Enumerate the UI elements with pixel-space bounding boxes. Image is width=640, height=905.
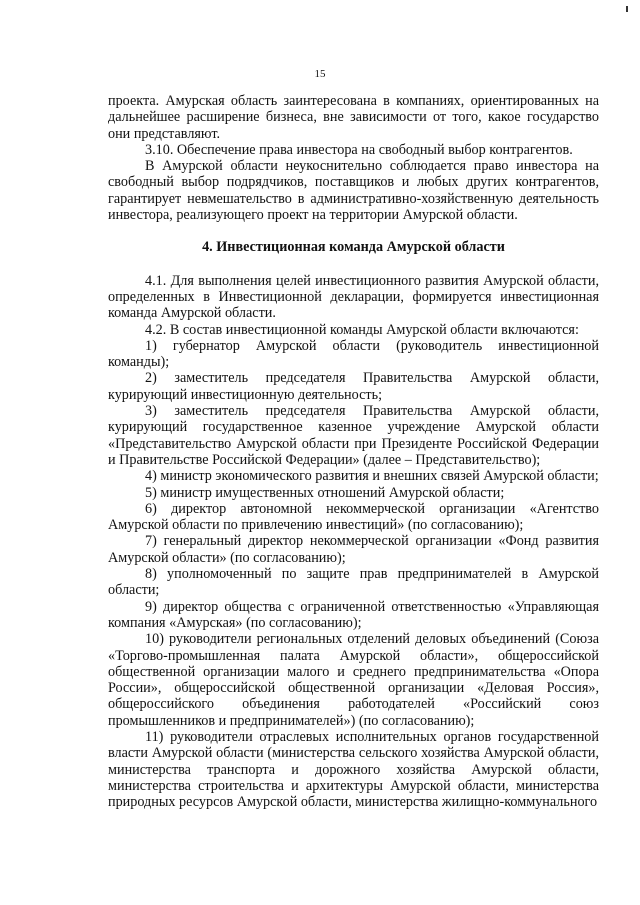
list-item-6: 6) директор автономной некоммерческой организации «Агентство Амурской области по привлечению инвестиций» (по согласованию); — [108, 500, 599, 534]
scan-mark — [626, 6, 628, 12]
list-item-9: 9) директор общества с ограниченной ответственностью «Управляющая компания «Амурская» (по согласованию); — [108, 598, 599, 631]
list-item-2: 2) заместитель председателя Правительства Амурской области, курирующий инвестиционную деятельность; — [108, 370, 599, 403]
paragraph-4-2: 4.2. В состав инвестиционной команды Амурской области включаются: — [145, 321, 579, 338]
list-item-11: 11) руководители отраслевых исполнительных органов государственной власти Амурской области (министерства сельского хозяйства Амурской области, министерства транспорта и дорожного хозяйства Амурской области, министерства строительства и архитектуры Амурской области, министерства природных ресурсов Амурской области, министерства жилищно-коммунального — [108, 728, 599, 811]
list-item-7: 7) генеральный директор некоммерческой организации «Фонд развития Амурской области» (по согласованию); — [108, 533, 599, 566]
list-item-4: 4) министр экономического развития и внешних связей Амурской области; — [145, 468, 599, 485]
section-heading: 4. Инвестиционная команда Амурской области — [202, 239, 505, 256]
paragraph-continuation: проекта. Амурская область заинтересована в компаниях, ориентированных на дальнейшее расширение бизнеса, вне зависимости от того, какое государство они представляют. — [108, 93, 599, 142]
paragraph-4-1: 4.1. Для выполнения целей инвестиционного развития Амурской области, определенных в Инвестиционной декларации, формируется инвестиционная команда Амурской области. — [108, 272, 599, 322]
paragraph-contractors: В Амурской области неукоснительно соблюдается право инвестора на свободный выбор подрядчиков, поставщиков и любых других контрагентов, гарантирует невмешательство в административно-хозяйственную деятельность инвестора, реализующего проект на территории Амурской области. — [108, 158, 599, 224]
list-item-3: 3) заместитель председателя Правительства Амурской области, курирующий государственное казенное учреждение Амурской области «Представительство Амурской области при Президенте Российской Федерации и Правительстве Российской Федерации» (далее – Представительство); — [108, 403, 599, 468]
list-item-1: 1) губернатор Амурской области (руководитель инвестиционной команды); — [108, 337, 599, 371]
paragraph-3-10: 3.10. Обеспечение права инвестора на свободный выбор контрагентов. — [145, 141, 573, 158]
page-number: 15 — [314, 68, 326, 80]
list-item-8: 8) уполномоченный по защите прав предпринимателей в Амурской области; — [108, 566, 599, 599]
document-body — [108, 93, 599, 810]
list-item-5: 5) министр имущественных отношений Амурской области; — [145, 484, 505, 501]
list-item-10: 10) руководители региональных отделений деловых объединений (Союза «Торгово-промышленная палата Амурской области», общероссийской общественной организации малого и среднего предпринимательства «Опора России», общероссийской общественной организации «Деловая Россия», общероссийского объединения работодателей «Российский союз промышленников и предпринимателей») (по согласованию); — [108, 631, 599, 729]
